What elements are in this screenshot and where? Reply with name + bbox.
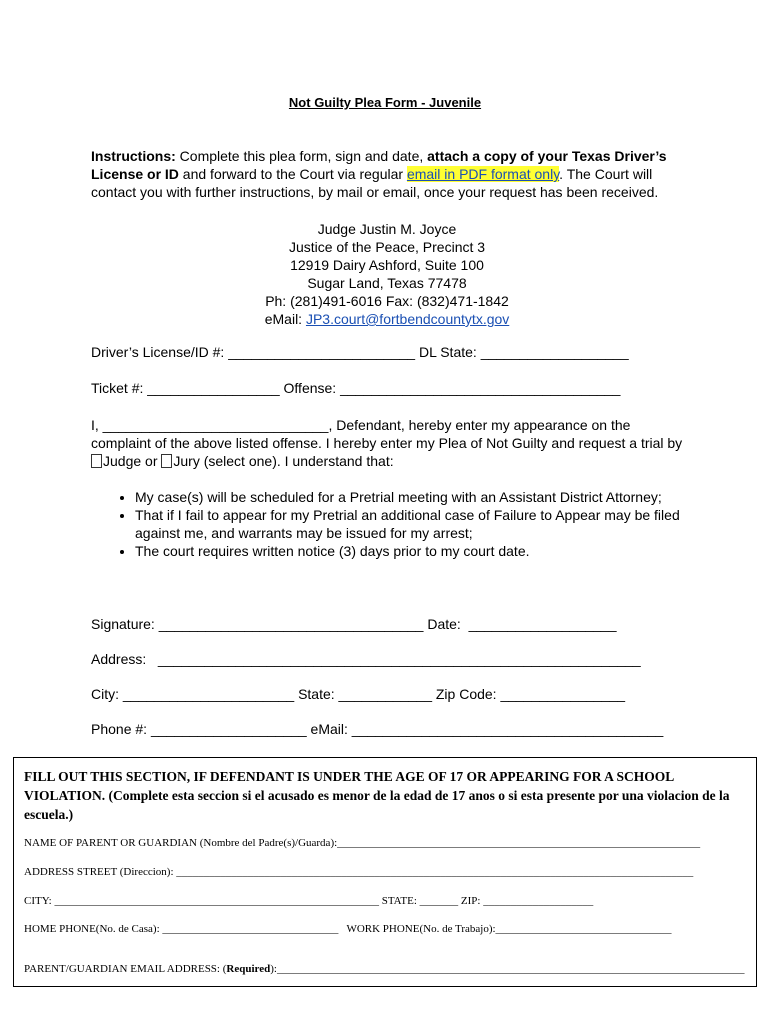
instructions-text-2: and forward to the Court via regular (178, 166, 407, 182)
judge-name: Judge Justin M. Joyce (317, 221, 457, 237)
ticket-offense-field[interactable]: Ticket #: _________________ Offense: ____________________________________ (91, 380, 621, 396)
list-item: • My case(s) will be scheduled for a Pretrial meeting with an Assistant District Attorney; (135, 488, 705, 506)
parent-email-prefix: PARENT/GUARDIAN EMAIL ADDRESS: ( (24, 963, 227, 975)
parent-address-field[interactable]: ADDRESS STREET (Direccion): ______________________________________________________________________________________________ (24, 866, 694, 878)
court-city: Sugar Land, Texas 77478 (307, 275, 467, 291)
plea-statement (91, 416, 683, 470)
juvenile-guardian-section (13, 757, 757, 987)
jury-option-label: Jury (select one). I understand that: (173, 453, 394, 469)
court-office: Justice of the Peace, Precinct 3 (288, 239, 486, 255)
signature-date-field[interactable]: Signature: __________________________________ Date: ___________________ (91, 616, 617, 632)
drivers-license-field[interactable]: Driver’s License/ID #: ________________________ DL State: ___________________ (91, 344, 629, 360)
list-item: • That if I fail to appear for my Pretrial an additional case of Failure to Appear may be filed against me, and warrants may be issued for my arrest; (135, 506, 705, 542)
court-street: 12919 Dairy Ashford, Suite 100 (290, 257, 484, 273)
parent-name-field[interactable]: NAME OF PARENT OR GUARDIAN (Nombre del Padre(s)/Guarda):__________________________________________________________________ (24, 837, 701, 849)
parent-city-state-zip-field[interactable]: CITY: ___________________________________________________________ STATE: _______ ZIP: ____________________ (24, 895, 594, 907)
court-email-line (91, 310, 683, 328)
instructions-paragraph (91, 147, 683, 201)
address-field[interactable]: Address: ______________________________________________________________ (91, 651, 641, 667)
phone-email-field[interactable]: Phone #: ____________________ eMail: ________________________________________ (91, 721, 664, 737)
understanding-list (113, 488, 705, 560)
judge-option-label: Judge or (103, 453, 162, 469)
instructions-attach-id: attach a copy of your Texas Driver’s License or ID (91, 148, 667, 182)
required-label: Required (226, 963, 271, 975)
parent-phones-field[interactable]: HOME PHONE(No. de Casa): ________________________________ WORK PHONE(No. de Trabajo):________________________________ (24, 923, 672, 935)
city-state-zip-field[interactable]: City: ______________________ State: ____________ Zip Code: ________________ (91, 686, 626, 702)
pdf-format-highlight: email in PDF format only (406, 166, 560, 182)
instructions-label: Instructions: (91, 148, 176, 164)
parent-email-blank: ):_____________________________________________________________________________________ (270, 963, 745, 975)
list-item: • The court requires written notice (3) days prior to my court date. (135, 542, 705, 560)
court-email-link[interactable]: JP3.court@fortbendcountytx.gov (305, 311, 510, 327)
plea-text: I, _____________________________, Defendant, hereby enter my appearance on the complaint of the above listed offense. I hereby enter my Plea of Not Guilty and request a trial by (91, 417, 683, 451)
judge-checkbox[interactable] (91, 454, 102, 468)
instructions-text-3: . The Court will contact you with further instructions, by mail or email, once your request has been received. (91, 166, 659, 200)
court-phone-fax: Ph: (281)491-6016 Fax: (832)471-1842 (265, 293, 509, 309)
jury-checkbox[interactable] (161, 454, 172, 468)
form-title: Not Guilty Plea Form - Juvenile (288, 95, 482, 110)
instructions-text-1: Complete this plea form, sign and date, (175, 148, 428, 164)
parent-email-field[interactable] (24, 963, 744, 975)
court-address-block (91, 220, 683, 328)
court-email-label: eMail: (264, 311, 306, 327)
juvenile-section-heading: FILL OUT THIS SECTION, IF DEFENDANT IS UNDER THE AGE OF 17 OR APPEARING FOR A SCHOOL VIOLATION. (Complete esta seccion si el acusado es menor de la edad de 17 anos o si esta presente por una violacion de la escuela.) (24, 769, 730, 822)
